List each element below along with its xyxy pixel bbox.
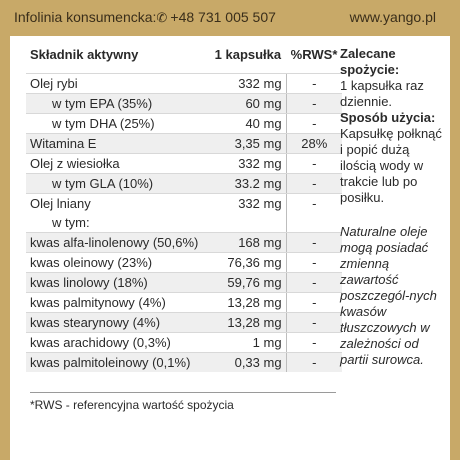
oil-variability-note: Naturalne oleje mogą posiadać zmienną zawartość poszczegól-nych kwasów tłuszczowych w zależności od partii surowca. xyxy=(340,224,437,367)
ingredient-rws: - xyxy=(286,333,342,353)
usage-column xyxy=(340,46,444,368)
website-url: www.yango.pl xyxy=(349,9,436,25)
table-row xyxy=(26,74,342,94)
ingredient-rws: - xyxy=(286,94,342,114)
column-header-amount: 1 kapsułka xyxy=(210,42,286,74)
ingredient-name: kwas arachidowy (0,3%) xyxy=(26,333,210,353)
phone-icon: ✆ xyxy=(156,10,168,25)
ingredient-rws: - xyxy=(286,293,342,313)
right-border xyxy=(450,36,460,460)
table-row xyxy=(26,253,342,273)
ingredient-amount: 332 mg xyxy=(210,194,286,214)
ingredient-amount: 168 mg xyxy=(210,233,286,253)
table-row xyxy=(26,233,342,253)
table-row xyxy=(26,273,342,293)
ingredient-name: kwas alfa-linolenowy (50,6%) xyxy=(26,233,210,253)
ingredients-table xyxy=(26,42,342,372)
ingredient-amount: 0,33 mg xyxy=(210,353,286,373)
ingredient-rws: - xyxy=(286,114,342,134)
column-header-ingredient: Składnik aktywny xyxy=(26,42,210,74)
ingredient-amount: 13,28 mg xyxy=(210,293,286,313)
rws-footnote: *RWS - referencyjna wartość spożycia xyxy=(30,398,234,412)
table-row xyxy=(26,353,342,373)
phone-number: +48 731 005 507 xyxy=(170,9,276,25)
table-row xyxy=(26,94,342,114)
ingredient-name: kwas oleinowy (23%) xyxy=(26,253,210,273)
ingredient-amount: 332 mg xyxy=(210,154,286,174)
ingredient-rws: - xyxy=(286,253,342,273)
table-row xyxy=(26,154,342,174)
ingredient-amount: 1 mg xyxy=(210,333,286,353)
ingredient-rws: - xyxy=(286,313,342,333)
table-header-row xyxy=(26,42,342,74)
ingredient-name: kwas palmitynowy (4%) xyxy=(26,293,210,313)
ingredient-rws: - xyxy=(286,154,342,174)
ingredient-name: kwas palmitoleinowy (0,1%) xyxy=(26,353,210,373)
ingredient-name: kwas stearynowy (4%) xyxy=(26,313,210,333)
ingredient-name: Olej lniany xyxy=(30,196,91,211)
hotline-label: Infolinia konsumencka: xyxy=(14,9,157,25)
ingredient-rws: - xyxy=(286,174,342,194)
ingredient-rws: - xyxy=(286,353,342,373)
ingredient-rws: 28% xyxy=(286,134,342,154)
table-row xyxy=(26,134,342,154)
ingredient-name: w tym GLA (10%) xyxy=(26,174,210,194)
ingredient-name: w tym DHA (25%) xyxy=(26,114,210,134)
ingredient-amount: 3,35 mg xyxy=(210,134,286,154)
table-row xyxy=(26,194,342,214)
ingredient-amount: 59,76 mg xyxy=(210,273,286,293)
ingredient-name: w tym: xyxy=(26,213,210,233)
ingredient-name: w tym EPA (35%) xyxy=(26,94,210,114)
ingredient-rws: - xyxy=(312,196,317,211)
label-panel xyxy=(10,36,450,460)
ingredient-amount: 40 mg xyxy=(210,114,286,134)
usage-text: Kapsułkę połknąć i popić dużą ilością wody w trakcie lub po posiłku. xyxy=(340,126,442,205)
usage-heading: Sposób użycia: xyxy=(340,110,436,125)
ingredient-amount: 332 mg xyxy=(210,74,286,94)
ingredient-name: kwas linolowy (18%) xyxy=(26,273,210,293)
hotline-info xyxy=(14,9,276,26)
ingredient-rws: - xyxy=(286,74,342,94)
table-row xyxy=(26,174,342,194)
table-row xyxy=(26,114,342,134)
ingredient-amount xyxy=(210,213,286,233)
top-bar xyxy=(0,0,460,36)
ingredient-amount: 60 mg xyxy=(210,94,286,114)
table-row xyxy=(26,293,342,313)
dose-heading: Zalecane spożycie: xyxy=(340,46,400,77)
ingredient-amount: 13,28 mg xyxy=(210,313,286,333)
ingredient-amount: 76,36 mg xyxy=(210,253,286,273)
ingredient-name: Olej rybi xyxy=(26,74,210,94)
table-row xyxy=(26,313,342,333)
ingredient-name: Olej z wiesiołka xyxy=(26,154,210,174)
ingredient-name: Witamina E xyxy=(26,134,210,154)
ingredient-rws xyxy=(286,213,342,233)
dose-text: 1 kapsułka raz dziennie. xyxy=(340,78,424,109)
table-row xyxy=(26,213,342,233)
table-row xyxy=(26,333,342,353)
ingredient-rws: - xyxy=(286,273,342,293)
ingredient-rws: - xyxy=(286,233,342,253)
ingredient-amount: 33.2 mg xyxy=(210,174,286,194)
footnote-divider xyxy=(30,392,336,393)
column-header-rws: %RWS* xyxy=(286,42,342,74)
